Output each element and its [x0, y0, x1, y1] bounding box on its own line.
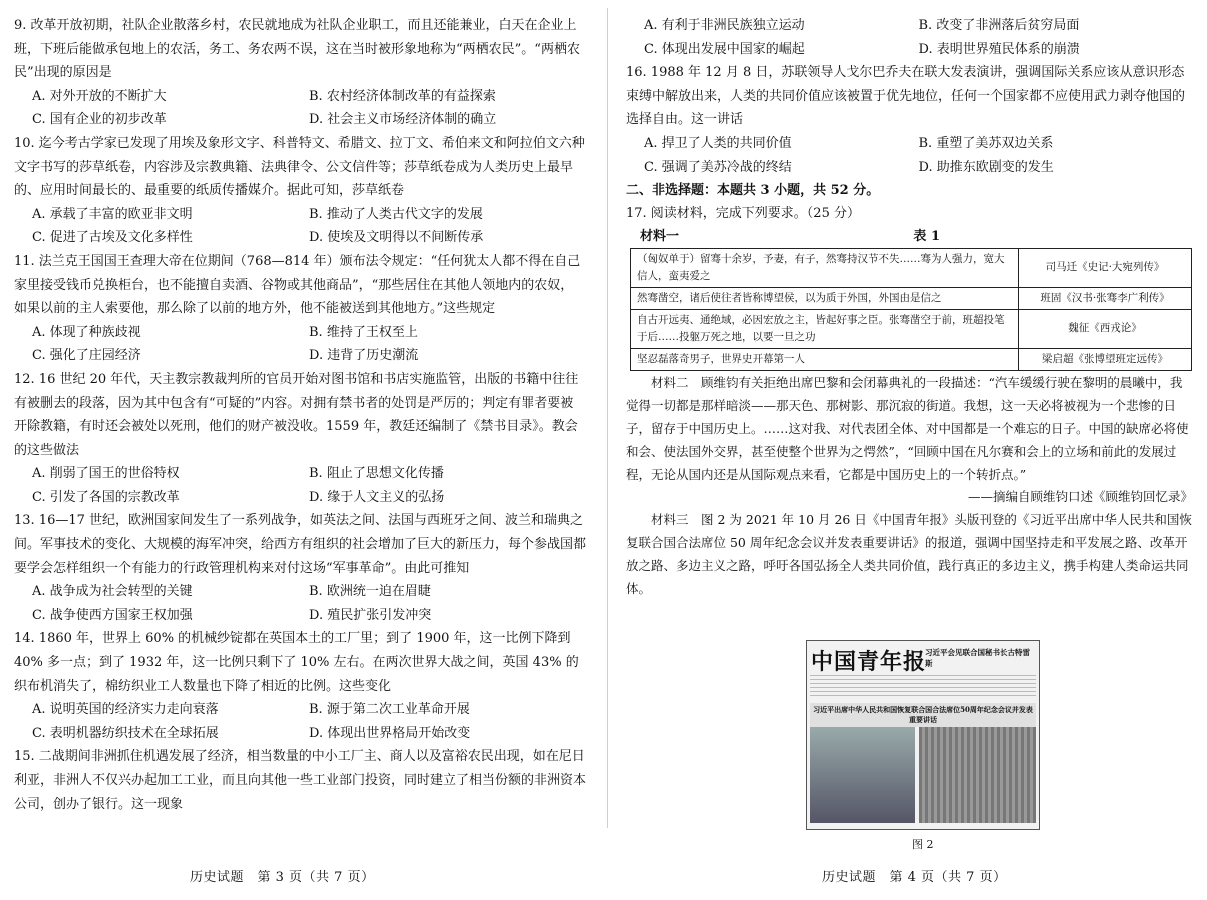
q11-options	[14, 321, 586, 368]
table-1-title: 表 1	[913, 228, 940, 244]
page-4	[612, 0, 1207, 900]
q13-option-d: D. 殖民扩张引发冲突	[309, 607, 432, 623]
newspaper-photo-speaker	[810, 727, 915, 823]
q15-options	[626, 14, 1193, 61]
newspaper-side-headline: 习近平会见联合国秘书长古特雷斯	[925, 648, 1030, 668]
page-divider	[607, 8, 608, 828]
q9-options	[14, 85, 586, 132]
table-cell-source: 梁启超《张博望班定远传》	[1019, 348, 1192, 370]
material-1-label: 材料一	[640, 228, 680, 244]
table-1	[630, 248, 1192, 371]
q11-option-d: D. 违背了历史潮流	[309, 348, 419, 364]
q15-option-d: D. 表明世界殖民体系的崩溃	[918, 41, 1080, 57]
table-row	[631, 348, 1192, 370]
table-cell-source: 司马迁《史记·大宛列传》	[1019, 248, 1192, 287]
table-cell-source: 魏征《西戎论》	[1019, 309, 1192, 348]
q13-option-b: B. 欧洲统一迫在眉睫	[309, 584, 431, 600]
material-1-header	[626, 226, 940, 248]
material-3: 材料三 图 2 为 2021 年 10 月 26 日《中国青年报》头版刊登的《习近平出席中华人民共和国恢复联合国合法席位 50 周年纪念会议并发表重要讲话》的报道，强调中国坚持走和平发展之路、改革开放之路、多边主义之路，呼吁各国弘扬全人类共同价值，践行真正的多边主义，携手构建人类命运共同体。	[626, 511, 1192, 596]
q11-option-b: B. 维持了王权至上	[309, 324, 418, 340]
q11-option-a: A. 体现了种族歧视	[32, 324, 141, 340]
page-3-footer: 历史试题 第 3 页（共 7 页）	[190, 870, 375, 885]
q12-option-c: C. 引发了各国的宗教改革	[32, 489, 180, 505]
q11-option-c: C. 强化了庄园经济	[32, 348, 141, 364]
table-cell-text: 坚忍磊落奇男子，世界史开幕第一人	[631, 348, 1019, 370]
q13-option-c: C. 战争使西方国家王权加强	[32, 607, 193, 623]
q9-option-c: C. 国有企业的初步改革	[32, 112, 167, 128]
q13-options	[14, 580, 586, 627]
q15-option-a: A. 有利于非洲民族独立运动	[644, 18, 805, 33]
table-row	[631, 287, 1192, 309]
q14-option-c: C. 表明机器纺织技术在全球拓展	[32, 725, 219, 741]
q9-stem: 9. 改革开放初期，社队企业散落乡村，农民就地成为社队企业职工，而且还能兼业，白天在企业上班，下班后能做承包地上的农活，务工、务农两不误，这在当时被形象地称为“两栖农民”。“两栖农民”出现的原因是	[14, 18, 580, 81]
material-2: 材料二 顾维钧有关拒绝出席巴黎和会闭幕典礼的一段描述：“汽车缓缓行驶在黎明的晨曦中，我觉得一切都是那样暗淡——那天色、那树影、那沉寂的街道。我想，这一天必将被视为一个悲惨的日子，留存于中国历史上。……这对我、对代表团全体、对中国都是一个难忘的日子。中国的缺席必将使和会、使法国外交界，甚至使整个世界为之愕然”，“回顾中国在凡尔赛和会上的立场和前此的发展过程，无论从国内还是从国际观点来看，它都是中国历史上的一个转折点。”	[626, 374, 1189, 482]
q9-option-d: D. 社会主义市场经济体制的确立	[309, 112, 497, 128]
q10-options	[14, 203, 586, 250]
q10-option-a: A. 承载了丰富的欧亚非文明	[32, 206, 193, 222]
newspaper-text-lines	[810, 675, 1036, 699]
table-cell-text: 然骞凿空，诸后使往者皆称博望侯，以为质于外国，外国由是信之	[631, 287, 1019, 309]
q16-option-b: B. 重塑了美苏双边关系	[918, 135, 1054, 151]
q13-option-a: A. 战争成为社会转型的关键	[32, 584, 193, 600]
q10-option-d: D. 使埃及文明得以不间断传承	[309, 230, 484, 246]
q16-option-c: C. 强调了美苏冷战的终结	[644, 159, 792, 175]
q15-stem: 15. 二战期间非洲抓住机遇发展了经济，相当数量的中小工厂主、商人以及富裕农民出现，如在尼日利亚，非洲人不仅兴办起加工工业，而且向其他一些工业部门投资，同时建立了相当份额的非洲资本公司，创办了银行。这一现象	[14, 749, 587, 812]
q12-stem: 12. 16 世纪 20 年代，天主教宗教裁判所的官员开始对图书馆和书店实施监管，出版的书籍中往往有被删去的段落，因为其中包含有“可疑的”内容。对拥有禁书者的处罚是严厉的；判定有罪者要被开除教籍，有时还会被处以死刑，他们的财产被没收。1559 年，教廷还编制了《禁书目录》。教会的这些做法	[14, 371, 579, 458]
newspaper-image	[806, 640, 1040, 830]
material-2-citation: ——摘编自顾维钧口述《顾维钧回忆录》	[967, 488, 1193, 504]
q14-options	[14, 698, 586, 745]
q14-option-d: D. 体现出世界格局开始改变	[309, 725, 471, 741]
newspaper-photo-audience	[919, 727, 1036, 823]
table-row	[631, 309, 1192, 348]
table-cell-text: （匈奴单于）留骞十余岁，予妻，有子，然骞持汉节不失……骞为人强力，宽大信人，蛮夷爱之	[631, 248, 1019, 287]
q16-option-d: D. 助推东欧剧变的发生	[918, 159, 1054, 175]
q9-option-a: A. 对外开放的不断扩大	[32, 88, 167, 104]
q12-options	[14, 462, 586, 509]
q15-option-c: C. 体现出发展中国家的崛起	[644, 41, 805, 57]
q14-stem: 14. 1860 年，世界上 60% 的机械纱锭都在英国本土的工厂里；到了 1900 年，这一比例下降到 40% 多一点；到了 1932 年，这一比例只剩下了 10% 左右。在两次世界大战之间，英国 43% 的织布机消失了，棉纺织业工人数量也下降了相近的比例。这些变化	[14, 631, 579, 694]
q15-option-b: B. 改变了非洲落后贫穷局面	[918, 18, 1080, 33]
q10-stem: 10. 迄今考古学家已发现了用埃及象形文字、科普特文、希腊文、拉丁文、希伯来文和阿拉伯文六种文字书写的莎草纸卷，内容涉及宗教典籍、法典律令、公文信件等；莎草纸卷成为人类历史上最早的、应用时间最长的、最重要的纸质传播媒介。据此可知，莎草纸卷	[14, 135, 585, 199]
q10-option-c: C. 促进了古埃及文化多样性	[32, 230, 193, 246]
q11-stem: 11. 法兰克王国国王查理大帝在位期间（768—814 年）颁布法令规定：“任何犹太人都不得在自己家里接受钱币兑换柜台，也不能擅自卖酒、谷物或其他商品”，“那些居住在其他人领地内的农奴，如果以前的主人索要他，那么除了以前的地方外，他不能被送到其他地方。”这些规定	[14, 253, 581, 317]
q9-option-b: B. 农村经济体制改革的有益探索	[309, 88, 496, 104]
q12-option-d: D. 缘于人文主义的弘扬	[309, 489, 445, 505]
q12-option-a: A. 削弱了国王的世俗特权	[32, 466, 180, 482]
q12-option-b: B. 阻止了思想文化传播	[309, 466, 444, 482]
newspaper-main-headline: 习近平出席中华人民共和国恢复联合国合法席位50周年纪念会议并发表重要讲话	[810, 703, 1036, 727]
table-cell-text: 自古开远夷、通绝域，必因宏放之主，皆起好事之臣。张骞凿空于前，班超投笔于后……投躯万死之地，以要一旦之功	[631, 309, 1019, 348]
q17-stem: 17. 阅读材料，完成下列要求。（25 分）	[626, 206, 860, 222]
q14-option-a: A. 说明英国的经济实力走向衰落	[32, 702, 219, 718]
newspaper-masthead: 中国青年报	[811, 649, 927, 675]
q16-option-a: A. 捍卫了人类的共同价值	[644, 135, 792, 151]
q10-option-b: B. 推动了人类古代文字的发展	[309, 206, 483, 222]
q16-options	[626, 132, 1193, 179]
table-cell-source: 班固《汉书·张骞李广利传》	[1019, 287, 1192, 309]
q16-stem: 16. 1988 年 12 月 8 日，苏联领导人戈尔巴乔夫在联大发表演讲，强调国际关系应该从意识形态束缚中解放出来，人类的共同价值应该被置于优先地位，任何一个国家都不应使用武力剥夺他国的选择自由。这一讲话	[626, 65, 1186, 128]
figure-2-caption: 图 2	[912, 838, 934, 851]
page-4-footer: 历史试题 第 4 页（共 7 页）	[822, 870, 1007, 885]
table-row	[631, 248, 1192, 287]
section-2-heading: 二、非选择题：本题共 3 小题，共 52 分。	[626, 183, 880, 199]
q14-option-b: B. 源于第二次工业革命开展	[309, 702, 470, 718]
q13-stem: 13. 16—17 世纪，欧洲国家间发生了一系列战争，如英法之间、法国与西班牙之间、波兰和瑞典之间。军事技术的变化、大规模的海军冲突，给西方有组织的社会增加了巨大的新压力，每个参战国都要学会怎样组织一个有能力的行政管理机构来对付这场“军事革命”。由此可推知	[14, 513, 587, 576]
